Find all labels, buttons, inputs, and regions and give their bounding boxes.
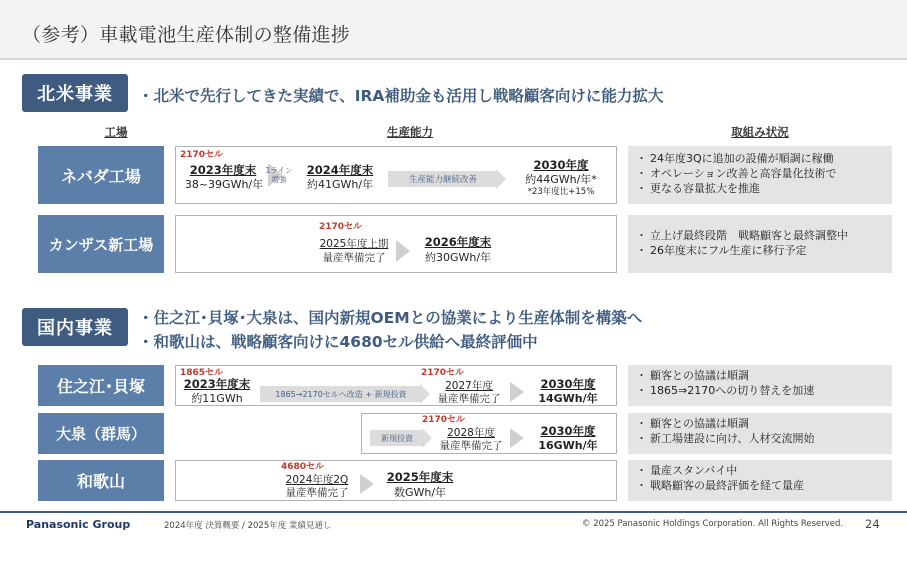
row-label-suminoe-kaizuka: 住之江･貝塚 bbox=[38, 365, 164, 406]
nevada-milestone-1-title: 2023年度末 bbox=[189, 163, 257, 177]
suminoe-conversion-arrow-label: 1865→2170セルへ改造 + 新規投資 bbox=[275, 389, 407, 399]
nevada-improvement-arrow bbox=[388, 171, 506, 187]
suminoe-milestone-2-value: 量産準備完了 bbox=[437, 393, 501, 405]
suminoe-milestone-3-title: 2030年度 bbox=[540, 377, 596, 391]
row-label-nevada: ネバダ工場 bbox=[38, 146, 164, 204]
nevada-milestone-1-value: 38~39GWh/年 bbox=[184, 178, 264, 191]
status-item: ・ 1865⇒2170への切り替えを加速 bbox=[638, 384, 884, 399]
status-item: ・ 24年度3Qに追加の設備が順調に稼働 bbox=[638, 152, 884, 167]
north-america-headline: ・北米で先行してきた実績で、IRA補助金も活用し戦略顧客向けに能力拡大 bbox=[138, 87, 664, 105]
wakayama-milestone-1-title: 2024年度2Q bbox=[285, 474, 349, 486]
oizumi-milestone-1-title: 2028年度 bbox=[447, 427, 495, 439]
suminoe-milestone-3-value: 14GWh/年 bbox=[538, 392, 598, 405]
oizumi-investment-arrow bbox=[370, 430, 432, 446]
wakayama-step-arrow bbox=[360, 474, 374, 494]
status-box-oizumi bbox=[628, 413, 892, 454]
capacity-box-oizumi bbox=[361, 413, 617, 454]
footer-logo: Panasonic Group bbox=[26, 518, 131, 531]
status-item-continued: ・ 更なる容量拡大を推進 bbox=[638, 182, 884, 197]
column-header-capacity: 生産能力 bbox=[387, 125, 433, 139]
wakayama-milestone-2-title: 2025年度末 bbox=[386, 470, 454, 484]
cell-type-badge: 2170セル bbox=[421, 368, 465, 378]
japan-headline-1: ・住之江･貝塚･大泉は、国内新規OEMとの協業により生産体制を構築へ bbox=[138, 309, 643, 327]
suminoe-conversion-arrow bbox=[260, 386, 430, 402]
cell-type-badge: 4680セル bbox=[281, 462, 325, 472]
row-label-wakayama: 和歌山 bbox=[38, 460, 164, 501]
row-label-oizumi: 大泉（群馬） bbox=[38, 413, 164, 454]
kansas-milestone-2-title: 2026年度末 bbox=[424, 235, 492, 249]
oizumi-investment-arrow-label: 新規投資 bbox=[381, 433, 413, 443]
status-item: ・ 量産スタンバイ中 bbox=[638, 464, 884, 479]
capacity-box-kansas bbox=[175, 215, 617, 273]
kansas-milestone-1-title: 2025年度上期 bbox=[319, 238, 389, 250]
status-item: ・ 立上げ最終段階 戦略顧客と最終調整中 bbox=[638, 229, 884, 244]
page-number: 24 bbox=[865, 517, 880, 531]
status-item: ・ 顧客との協議は順調 bbox=[638, 369, 884, 384]
suminoe-milestone-1-title: 2023年度末 bbox=[183, 377, 251, 391]
cell-type-badge: 2170セル bbox=[319, 222, 363, 232]
nevada-milestone-2-title: 2024年度末 bbox=[306, 163, 374, 177]
status-item: ・ 戦略顧客の最終評価を経て量産 bbox=[638, 479, 884, 494]
cell-type-badge: 1865セル bbox=[180, 368, 224, 378]
footer-divider bbox=[0, 511, 907, 513]
suminoe-step-arrow bbox=[510, 382, 524, 402]
status-box-nevada bbox=[628, 146, 892, 204]
wakayama-milestone-1-value: 量産準備完了 bbox=[285, 487, 349, 499]
oizumi-milestone-2-title: 2030年度 bbox=[540, 424, 596, 438]
footer-copyright: © 2025 Panasonic Holdings Corporation. All Rights Reserved. bbox=[582, 519, 844, 529]
page-title: （参考）車載電池生産体制の整備進捗 bbox=[22, 24, 351, 46]
section-pill-japan: 国内事業 bbox=[22, 308, 128, 346]
status-item: ・ 顧客との協議は順調 bbox=[638, 417, 884, 432]
oizumi-step-arrow bbox=[510, 428, 524, 448]
suminoe-milestone-2-title: 2027年度 bbox=[445, 380, 493, 392]
wakayama-milestone-2-value: 数GWh/年 bbox=[393, 486, 447, 499]
oizumi-milestone-1-value: 量産準備完了 bbox=[439, 440, 503, 452]
nevada-milestone-2-value: 約41GWh/年 bbox=[306, 178, 374, 191]
title-bar bbox=[0, 0, 907, 60]
capacity-box-suminoe-kaizuka bbox=[175, 365, 617, 406]
nevada-step-arrow-label: 1ライン 増強 bbox=[265, 166, 293, 185]
status-box-kansas bbox=[628, 215, 892, 273]
status-item: ・ オペレーション改善と高容量化技術で bbox=[638, 167, 884, 182]
nevada-milestone-3-note: *23年度比+15% bbox=[527, 187, 595, 197]
cell-type-badge: 2170セル bbox=[180, 150, 224, 160]
cell-type-badge: 2170セル bbox=[422, 415, 466, 425]
column-header-status: 取組み状況 bbox=[731, 125, 789, 139]
nevada-improvement-arrow-label: 生産能力継続改善 bbox=[408, 175, 477, 185]
capacity-box-nevada bbox=[175, 146, 617, 204]
nevada-milestone-3-title: 2030年度 bbox=[533, 158, 589, 172]
suminoe-milestone-1-value: 約11GWh bbox=[191, 392, 243, 405]
row-label-kansas: カンザス新工場 bbox=[38, 215, 164, 273]
section-pill-north-america: 北米事業 bbox=[22, 74, 128, 112]
status-box-wakayama bbox=[628, 460, 892, 501]
column-header-factory: 工場 bbox=[104, 125, 128, 139]
japan-headline-2: ・和歌山は、戦略顧客向けに4680セル供給へ最終評価中 bbox=[138, 333, 538, 351]
kansas-step-arrow bbox=[396, 240, 410, 262]
capacity-box-wakayama bbox=[175, 460, 617, 501]
footer-note: 2024年度 決算概要 / 2025年度 業績見通し bbox=[164, 521, 332, 531]
status-item: ・ 26年度末にフル生産に移行予定 bbox=[638, 244, 884, 259]
kansas-milestone-1-value: 量産準備完了 bbox=[322, 252, 386, 264]
oizumi-milestone-2-value: 16GWh/年 bbox=[538, 439, 598, 452]
nevada-milestone-3-value: 約44GWh/年* bbox=[525, 173, 597, 186]
status-box-suminoe-kaizuka bbox=[628, 365, 892, 406]
title-divider bbox=[0, 58, 907, 60]
status-item: ・ 新工場建設に向け、人材交流開始 bbox=[638, 432, 884, 447]
kansas-milestone-2-value: 約30GWh/年 bbox=[424, 251, 492, 264]
